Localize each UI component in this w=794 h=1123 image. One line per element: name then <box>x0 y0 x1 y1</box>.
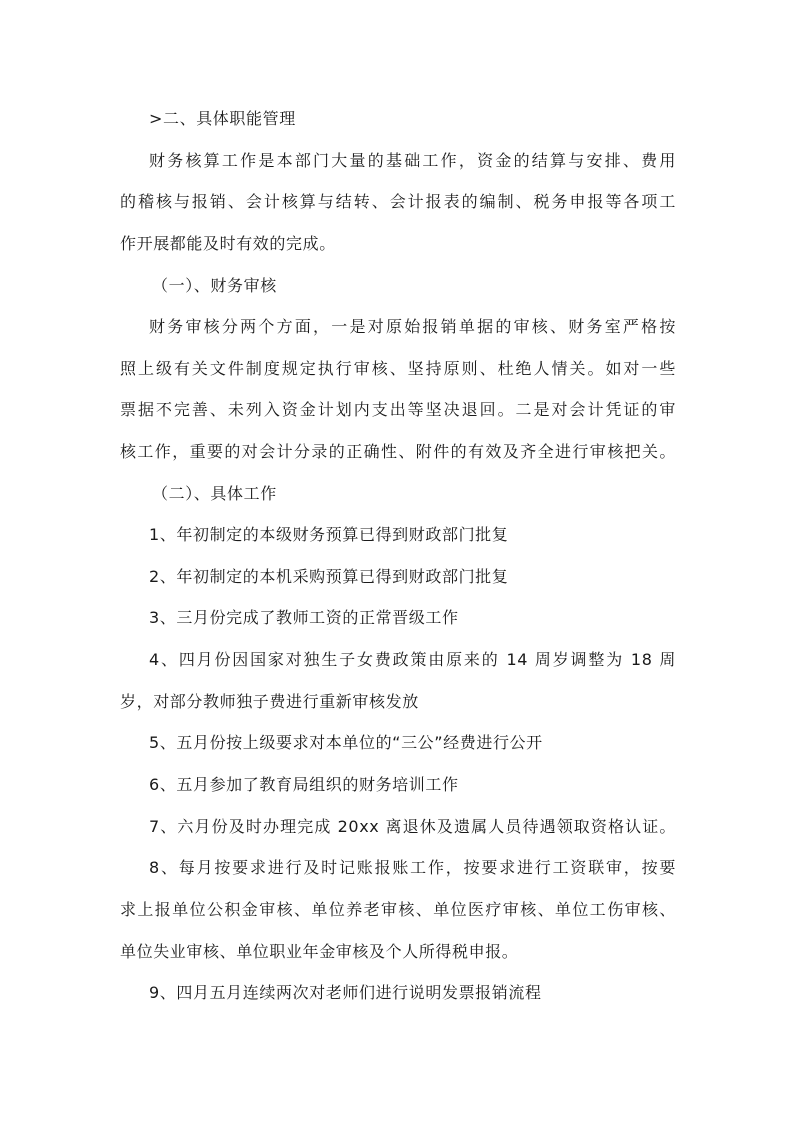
list-item: 9、四月五月连续两次对老师们进行说明发票报销流程 <box>149 983 542 1002</box>
paragraph-line: 照上级有关文件制度规定执行审核、坚持原则、杜绝人情关。如对一些 <box>120 359 676 378</box>
list-item: 1、年初制定的本级财务预算已得到财政部门批复 <box>149 525 509 544</box>
list-item-continuation: 单位失业审核、单位职业年金审核及个人所得税申报。 <box>120 942 519 961</box>
paragraph-line: 财务审核分两个方面，一是对原始报销单据的审核、财务室严格按 <box>149 317 676 336</box>
subsection-title: （二）、具体工作 <box>152 484 277 503</box>
list-item: 6、五月参加了教育局组织的财务培训工作 <box>149 775 459 794</box>
list-item: 7、六月份及时办理完成 20xx 离退休及遗属人员待遇领取资格认证。 <box>149 817 676 836</box>
list-item-continuation: 岁，对部分教师独子费进行重新审核发放 <box>120 692 419 711</box>
list-item: 2、年初制定的本机采购预算已得到财政部门批复 <box>149 567 509 586</box>
list-item: 4、四月份因国家对独生子女费政策由原来的 14 周岁调整为 18 周 <box>149 650 676 669</box>
section-title: >二、具体职能管理 <box>149 109 296 128</box>
subsection-title: （一）、财务审核 <box>152 276 277 295</box>
paragraph-line: 作开展都能及时有效的完成。 <box>120 234 336 253</box>
paragraph-line: 的稽核与报销、会计核算与结转、会计报表的编制、税务申报等各项工 <box>120 192 676 211</box>
list-item: 3、三月份完成了教师工资的正常晋级工作 <box>149 608 459 627</box>
list-item: 8、每月按要求进行及时记账报账工作，按要求进行工资联审，按要 <box>149 858 676 877</box>
list-item: 5、五月份按上级要求对本单位的“三公”经费进行公开 <box>149 733 543 752</box>
paragraph-line: 票据不完善、未列入资金计划内支出等坚决退回。二是对会计凭证的审 <box>120 400 676 419</box>
list-item-continuation: 求上报单位公积金审核、单位养老审核、单位医疗审核、单位工伤审核、 <box>120 900 676 919</box>
paragraph-line: 财务核算工作是本部门大量的基础工作，资金的结算与安排、费用 <box>149 151 676 170</box>
paragraph-line: 核工作，重要的对会计分录的正确性、附件的有效及齐全进行审核把关。 <box>120 442 676 461</box>
